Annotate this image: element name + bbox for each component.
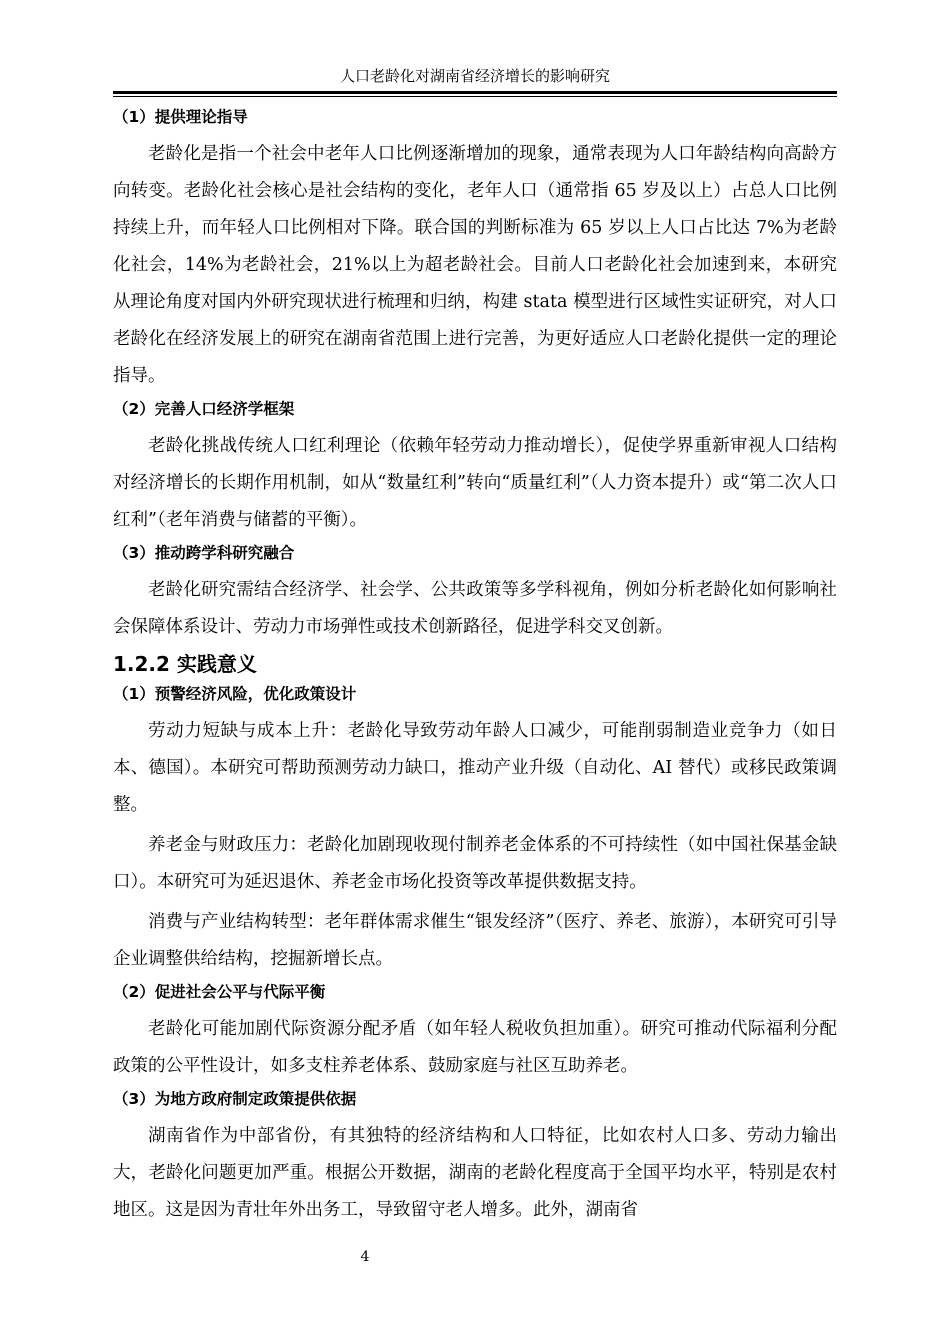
paragraph-intergenerational: 老龄化可能加剧代际资源分配矛盾（如年轻人税收负担加重）。研究可推动代际福利分配政策的公平性设计，如多支柱养老体系、鼓励家庭与社区互助养老。	[113, 1019, 837, 1076]
paragraph-pension-pressure: 养老金与财政压力：老龄化加剧现收现付制养老金体系的不可持续性（如中国社保基金缺口）。本研究可为延迟退休、养老金市场化投资等改革提供数据支持。	[113, 835, 837, 892]
subheading-social-fairness: （2）促进社会公平与代际平衡	[113, 983, 326, 1001]
paragraph-aging-definition: 老龄化是指一个社会中老年人口比例逐渐增加的现象，通常表现为人口年龄结构向高龄方向转变。老龄化社会核心是社会结构的变化，老年人口（通常指 65 岁及以上）占总人口比例持续上升，而年轻人口比例相对下降。联合国的判断标准为 65 岁以上人口占比达 7%为老龄化社会，14%为老龄社会，21%以上为超老龄社会。目前人口老龄化社会加速到来，本研究从理论角度对国内外研究现状进行梳理和归纳，构建 stata 模型进行区域性实证研究，对人口老龄化在经济发展上的研究在湖南省范围上进行完善，为更好适应人口老龄化提供一定的理论指导。	[113, 144, 837, 386]
running-header-title: 人口老龄化对湖南省经济增长的影响研究	[339, 67, 610, 85]
paragraph-hunan: 湖南省作为中部省份，有其独特的经济结构和人口特征，比如农村人口多、劳动力输出大，老龄化问题更加严重。根据公开数据，湖南的老龄化程度高于全国平均水平，特别是农村地区。这是因为青壮年外出务工，导致留守老人增多。此外，湖南省	[113, 1126, 837, 1220]
paragraph-labor-shortage: 劳动力短缺与成本上升：老龄化导致劳动年龄人口减少，可能削弱制造业竞争力（如日本、德国）。本研究可帮助预测劳动力缺口，推动产业升级（自动化、AI 替代）或移民政策调整。	[113, 721, 837, 815]
subheading-population-economics: （2）完善人口经济学框架	[113, 400, 295, 418]
page-body	[113, 104, 837, 1232]
paragraph-silver-economy: 消费与产业结构转型：老年群体需求催生“银发经济”（医疗、养老、旅游），本研究可引导企业调整供给结构，挖掘新增长点。	[113, 912, 837, 969]
header-rule-thick	[113, 91, 837, 94]
subheading-economic-risk: （1）预警经济风险，优化政策设计	[113, 685, 357, 703]
paragraph-interdisciplinary: 老龄化研究需结合经济学、社会学、公共政策等多学科视角，例如分析老龄化如何影响社会保障体系设计、劳动力市场弹性或技术创新路径，促进学科交叉创新。	[113, 580, 837, 637]
paragraph-demographic-dividend: 老龄化挑战传统人口红利理论（依赖年轻劳动力推动增长），促使学界重新审视人口结构对经济增长的长期作用机制，如从“数量红利”转向“质量红利”（人力资本提升）或“第二次人口红利”（老年消费与储蓄的平衡）。	[113, 436, 837, 530]
section-heading-practical-significance: 1.2.2 实践意义	[113, 652, 257, 676]
page-number: 4	[360, 1249, 370, 1265]
subheading-interdisciplinary: （3）推动跨学科研究融合	[113, 544, 295, 562]
subheading-theory-guidance: （1）提供理论指导	[113, 108, 248, 126]
header-rule-thin	[113, 96, 837, 97]
subheading-local-policy: （3）为地方政府制定政策提供依据	[113, 1090, 357, 1108]
